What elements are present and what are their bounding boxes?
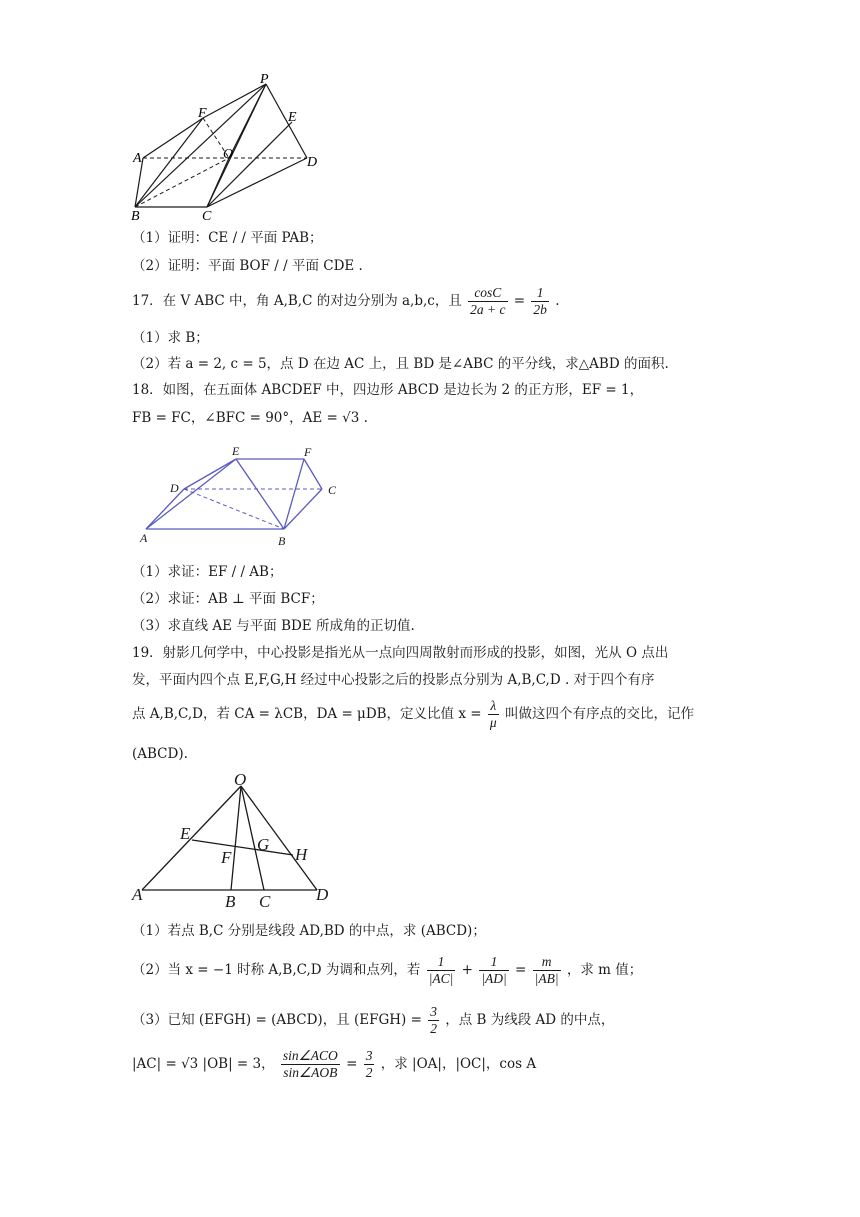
label-H: H xyxy=(295,845,308,864)
label-F: F xyxy=(304,445,312,459)
label-B: B xyxy=(225,892,236,908)
label-E: E xyxy=(232,444,240,458)
q19-fraction-1-over-ac: $\frac{1}{|AC|}$ xyxy=(428,954,454,986)
q19-fraction-1-over-ad: $\frac{1}{|AD|}$ xyxy=(481,954,507,986)
label-B: B xyxy=(278,534,286,547)
q19-part3-cont-text-a: |AC| = √3 |OB| = 3， xyxy=(132,1056,275,1072)
q19-stem-3-text-b: 叫做这四个有序点的交比，记作 xyxy=(504,706,694,722)
q19-fraction-lambda-mu: $\frac{\lambda}{\mu}$ xyxy=(489,698,497,730)
label-E: E xyxy=(288,110,297,125)
label-F: F xyxy=(198,106,207,121)
q19-part3-text-b: ，点 B 为线段 AD 的中点， xyxy=(445,1012,615,1028)
label-P: P xyxy=(260,72,269,87)
q19-part2-text-b: ，求 m 值； xyxy=(566,962,643,978)
label-F: F xyxy=(221,848,232,867)
label-O: O xyxy=(223,147,234,162)
q19-stem-1: 19．射影几何学中，中心投影是指光从一点向四周散射而形成的投影，如图，光从 O 点出 xyxy=(132,645,669,661)
q19-part3-cont: |AC| = √3 |OB| = 3， $\frac{\text{sin∠ACO}}{\text{sin∠AOB}}$ = $\frac{3}{2}$ ，求 |OA|，|OC|，cos A xyxy=(132,1048,537,1080)
q18-part1: （1）求证：EF / / AB； xyxy=(132,564,283,580)
q18-stem-2: FB = FC，∠BFC = 90°，AE = √3 . xyxy=(132,410,368,426)
label-B: B xyxy=(131,209,140,220)
label-A: A xyxy=(132,885,143,904)
q19-stem-2: 发，平面内四个点 E,F,G,H 经过中心投影之后的投影点分别为 A,B,C,D . 对于四个有序 xyxy=(132,672,655,688)
q19-stem-3 xyxy=(132,696,694,732)
label-C: C xyxy=(328,483,337,497)
q16-part1: （1）证明：CE / / 平面 PAB； xyxy=(132,230,323,246)
figure-19-projection xyxy=(130,773,340,908)
label-D: D xyxy=(307,155,318,170)
label-C: C xyxy=(259,892,271,908)
q19-fraction-3-over-2-b: $\frac{3}{2}$ xyxy=(365,1048,373,1080)
label-D: D xyxy=(170,481,179,495)
q18-part2: （2）求证：AB ⊥ 平面 BCF； xyxy=(132,591,324,607)
q19-part3 xyxy=(132,1002,614,1038)
q17-part1: （1）求 B； xyxy=(132,330,209,346)
label-O: O xyxy=(234,773,247,789)
q19-part3-cont-text-b: ，求 |OA|，|OC|，cos A xyxy=(380,1056,537,1072)
q17-stem: 17．在 V ABC 中，角 A,B,C 的对边分别为 a,b,c，且 $\frac{\cos C}{2a + c}$ = $\frac{1}{2b}$ . xyxy=(132,285,560,317)
q19-stem-4: (ABCD). xyxy=(132,746,188,762)
q19-fraction-sin-ratio: $\frac{\text{sin∠ACO}}{\text{sin∠AOB}}$ xyxy=(282,1048,338,1080)
label-A: A xyxy=(140,531,148,545)
q18-stem-1: 18．如图，在五面体 ABCDEF 中，四边形 ABCD 是边长为 2 的正方形，EF = 1， xyxy=(132,382,644,398)
label-E: E xyxy=(180,824,191,843)
figure-18-solid xyxy=(136,442,346,547)
q18-part3: （3）求直线 AE 与平面 BDE 所成角的正切值. xyxy=(132,618,415,634)
label-C: C xyxy=(202,209,212,220)
q19-part3-text-a: （3）已知 (EFGH) = (ABCD)，且 (EFGH) = xyxy=(132,1012,422,1028)
q19-stem-3-text-a: 点 A,B,C,D，若 CA = λCB，DA = μDB，定义比值 x = xyxy=(132,706,482,722)
q19-part2: （2）当 x = −1 时称 A,B,C,D 为调和点列，若 $\frac{1}{|AC|}$ + $\frac{1}{|AD|}$ = $\frac{m}{|AB|}$ ，求 m 值； xyxy=(132,954,643,986)
q16-part2: （2）证明：平面 BOF / / 平面 CDE . xyxy=(132,258,363,274)
q19-fraction-m-over-ab: $\frac{m}{|AB|}$ xyxy=(534,954,559,986)
q17-fraction-half-b: $\frac{1}{2b}$ xyxy=(533,285,547,317)
q19-part2-text-a: （2）当 x = −1 时称 A,B,C,D 为调和点列，若 xyxy=(132,962,421,978)
label-G: G xyxy=(257,835,270,854)
q19-part1: （1）若点 B,C 分别是线段 AD,BD 的中点，求 (ABCD)； xyxy=(132,923,486,939)
label-D: D xyxy=(316,885,329,904)
q17-part2: （2）若 a = 2, c = 5，点 D 在边 AC 上，且 BD 是∠ABC 的平分线，求△ABD 的面积. xyxy=(132,356,669,372)
figure-16-solid xyxy=(130,70,330,220)
q17-stem-text: 17．在 V ABC 中，角 A,B,C 的对边分别为 a,b,c，且 xyxy=(132,293,462,309)
q17-fraction-cos: $\frac{\cos C}{2a + c}$ xyxy=(470,285,506,317)
label-A: A xyxy=(133,151,142,166)
q19-fraction-3-over-2: $\frac{3}{2}$ xyxy=(430,1004,437,1036)
